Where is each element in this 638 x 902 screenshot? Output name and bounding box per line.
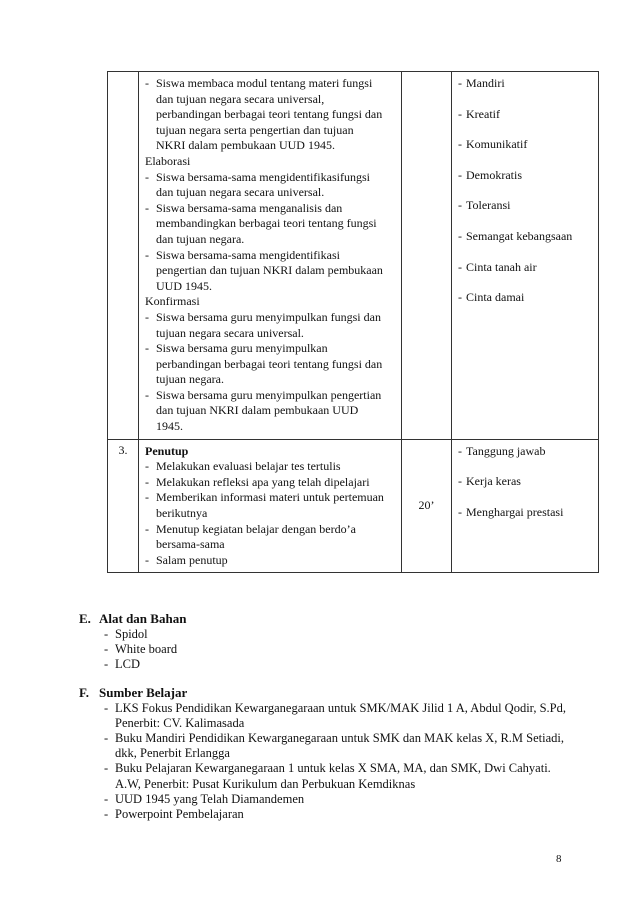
page-number: 8 <box>556 853 562 865</box>
time-cell <box>402 72 452 440</box>
elaborasi-label: Elaborasi <box>145 153 191 168</box>
list-item: - Siswa membaca modul tentang materi fungsi dan tujuan negara secara universal, perbandingan berbagai teori tentang fungsi dan tujuan negara serta pengertian dan tujuan NKRI dalam pembukaan UUD 1945. <box>145 76 384 154</box>
section-alat-dan-bahan <box>79 611 186 672</box>
list-item: - Salam penutup <box>145 553 384 569</box>
list-item: - Menghargai prestasi <box>458 504 564 519</box>
section-letter: E. <box>79 611 91 626</box>
list-item: - Siswa bersama guru menyimpulkan fungsi dan tujuan negara secara universal. <box>145 310 384 341</box>
elaborasi-list <box>145 170 397 295</box>
section-title: Alat dan Bahan <box>99 611 187 626</box>
list-item: - Komunikatif <box>458 137 528 152</box>
list-item: - Siswa bersama-sama mengidentifikasi pengertian dan tujuan NKRI dalam pembukaan UUD 1945. <box>145 248 384 295</box>
section-list <box>79 627 186 673</box>
section-list <box>79 701 575 823</box>
konfirmasi-label: Konfirmasi <box>145 294 200 309</box>
list-item: - Spidol <box>100 627 186 642</box>
row-number-cell <box>108 72 139 440</box>
character-values-list <box>458 76 596 321</box>
list-item: - Siswa bersama guru menyimpulkan perbandingan berbagai teori tentang fungsi dan tujuan negara. <box>145 341 384 388</box>
list-item: - Cinta damai <box>458 290 525 305</box>
list-item: - Semangat kebangsaan <box>458 228 573 243</box>
list-item: - Demokratis <box>458 167 522 182</box>
list-item: - Cinta tanah air <box>458 259 537 274</box>
list-item: - Siswa bersama guru menyimpulkan pengertian dan tujuan NKRI dalam pembukaan UUD 1945. <box>145 388 384 435</box>
section-heading <box>79 611 186 627</box>
list-item: - Mandiri <box>458 76 505 90</box>
list-item: - Kreatif <box>458 106 500 121</box>
activity-list-pre <box>145 76 397 154</box>
list-item: - LCD <box>100 657 186 672</box>
list-item: - Powerpoint Pembelajaran <box>100 807 575 822</box>
konfirmasi-list <box>145 310 397 435</box>
list-item: - Kerja keras <box>458 474 521 489</box>
list-item: - Buku Mandiri Pendidikan Kewarganegaraan untuk SMK dan MAK kelas X, R.M Setiadi, dkk, Penerbit Erlangga <box>100 731 575 761</box>
activity-cell <box>139 439 402 573</box>
list-item: - Buku Pelajaran Kewarganegaraan 1 untuk kelas X SMA, MA, dan SMK, Dwi Cahyati. A.W, Penerbit: Pusat Kurikulum dan Perbukuan Kemdiknas <box>100 761 575 791</box>
values-cell <box>452 72 599 440</box>
values-cell <box>452 439 599 573</box>
section-heading <box>79 685 575 701</box>
table-row-inti-continued <box>108 72 599 440</box>
penutup-title: Penutup <box>145 443 189 458</box>
row-number-cell: 3. <box>108 439 139 573</box>
list-item: - LKS Fokus Pendidikan Kewarganegaraan untuk SMK/MAK Jilid 1 A, Abdul Qodir, S.Pd, Penerbit: CV. Kalimasada <box>100 701 575 731</box>
section-sumber-belajar <box>79 685 575 822</box>
list-item: - Siswa bersama-sama mengidentifikasifungsi dan tujuan negara secara universal. <box>145 170 384 201</box>
list-item: - UUD 1945 yang Telah Diamandemen <box>100 792 575 807</box>
character-values-list <box>458 444 596 536</box>
table-row-penutup <box>108 439 599 573</box>
list-item: - Menutup kegiatan belajar dengan berdo’a bersama-sama <box>145 522 384 553</box>
lesson-activity-table <box>107 71 599 573</box>
section-letter: F. <box>79 685 89 700</box>
penutup-list <box>145 459 397 568</box>
time-cell: 20’ <box>402 439 452 573</box>
list-item: - Memberikan informasi materi untuk pertemuan berikutnya <box>145 490 384 521</box>
list-item: - Toleransi <box>458 198 511 213</box>
list-item: - White board <box>100 642 186 657</box>
list-item: - Tanggung jawab <box>458 443 546 458</box>
list-item: - Siswa bersama-sama menganalisis dan membandingkan berbagai teori tentang fungsi dan tujuan negara. <box>145 201 384 248</box>
section-title: Sumber Belajar <box>99 685 188 700</box>
list-item: - Melakukan refleksi apa yang telah dipelajari <box>145 475 384 491</box>
activity-cell <box>139 72 402 440</box>
list-item: - Melakukan evaluasi belajar tes tertulis <box>145 459 384 475</box>
